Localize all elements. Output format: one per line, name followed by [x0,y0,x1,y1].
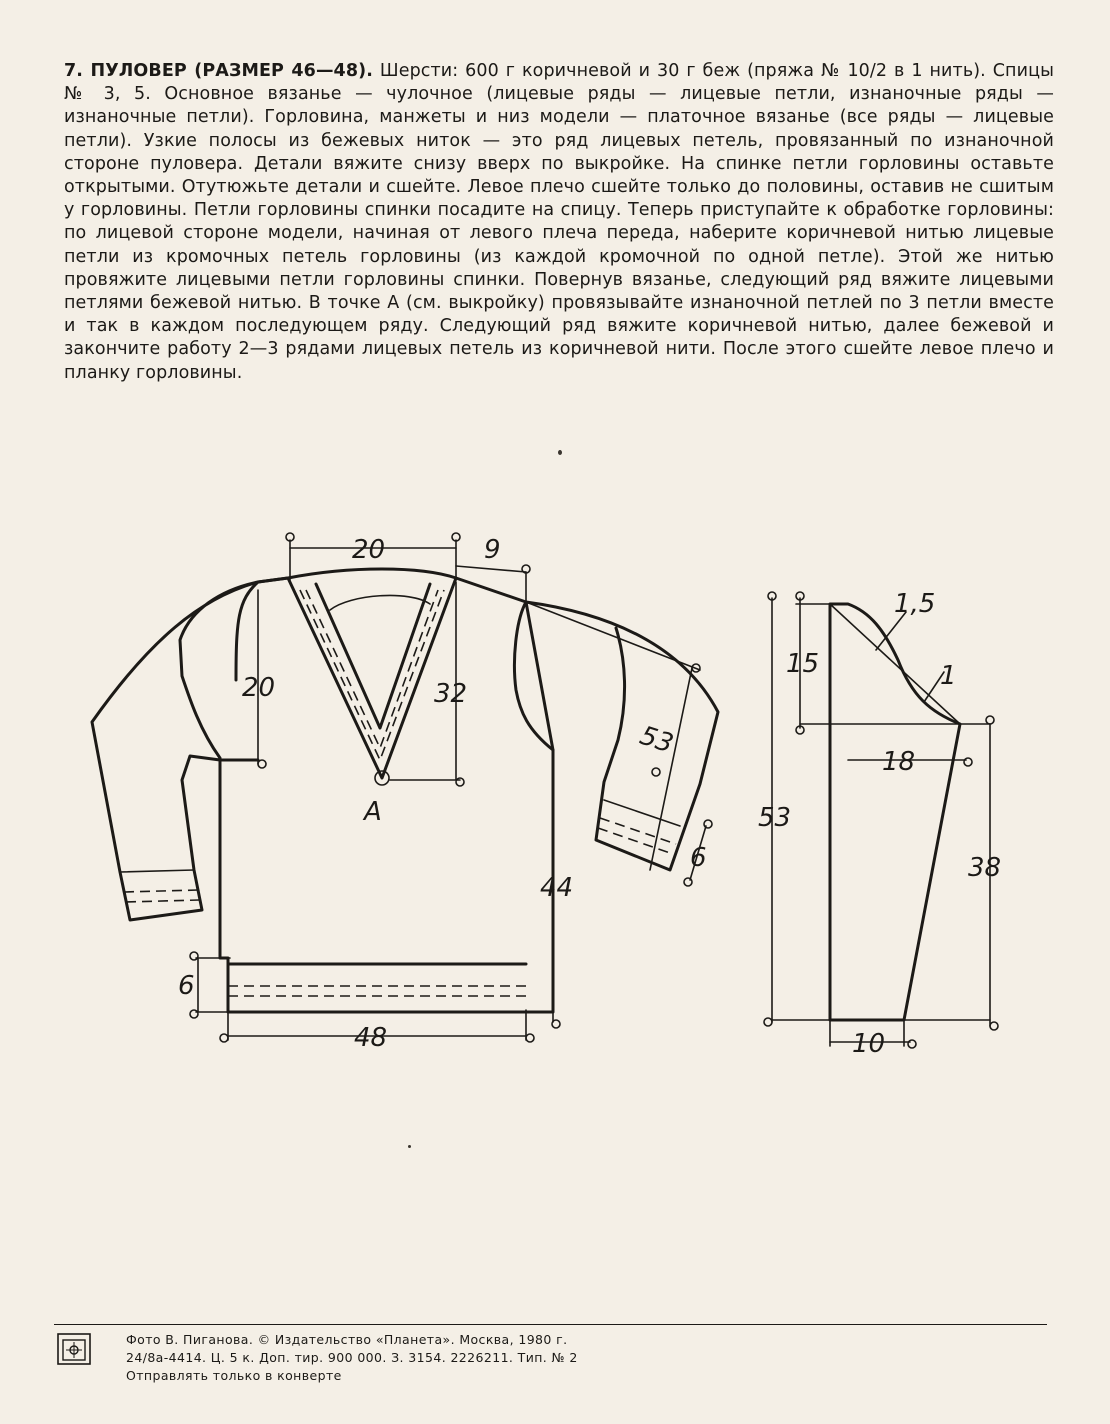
label-sleeve-seam: 38 [968,853,1002,883]
front-shoulder-line [236,578,288,680]
dim-endpoint [526,1034,534,1042]
paper-speck [408,1145,411,1148]
left-cuff-top [120,870,194,872]
collar-stripe [300,590,444,760]
dim-line-cap-top [876,612,906,650]
label-cap-offset-mid: 1 [940,661,957,691]
dim-line-shoulder [456,566,526,572]
right-cuff-stripe [598,828,673,854]
label-body-length: 44 [540,873,574,903]
left-sleeve-outline [92,582,258,920]
sleeve-outline [830,604,960,1020]
label-sleeve-total: 53 [758,803,792,833]
dim-endpoint [704,820,712,828]
article-body: Шерсти: 600 г коричневой и 30 г беж (пряжа № 10/2 в 1 нить). Спицы № 3, 5. Основное вязанье — чулочное (лицевые ряды — лицевые петли, изнаночные ряды — изнаночные петли). Горловина, манжеты и низ модели — платочное вязанье (все ряды — лицевые петли). Узкие полосы из бежевых ниток — это ряд лицевых петель, провязанный по изнаночной стороне пуловера. Детали вяжите снизу вверх по выкройке. На спинке петли горловины оставьте открытыми. Отутюжьте детали и сшейте. Левое плечо сшейте только до половины, оставив не сшитым у горловины. Петли горловины спинки посадите на спицу. Теперь приступайте к обработке горловины: по лицевой стороне модели, начиная от левого плеча переда, наберите коричневой нитью лицевые петли из кромочных петель горловины (из каждой кромочной по одной петле). Этой же нитью провяжите лицевыми петли горловины спинки. Повернув вязанье, следующий ряд вяжите лицевыми петлями бежевой нитью. В точке А (см. выкройку) провязывайте изнаночной петлей по 3 петли вместе и так в каждом последующем ряду. Следующий ряд вяжите коричневой нитью, далее бежевой и закончите работу 2—3 рядами лицевых петель из коричневой нити. После этого сшейте левое плечо и планку горловины. [64,61,1055,383]
collar-stripe [306,590,438,748]
dim-line-cuff [690,826,706,880]
right-sleeve-outline [514,602,718,870]
dim-endpoint [190,1010,198,1018]
left-cuff-stripe [126,900,199,902]
label-sleeve-cuff-width: 10 [852,1029,886,1059]
footer-rule [54,1324,1047,1325]
label-neck-depth: 32 [434,679,468,709]
dim-endpoint [964,758,972,766]
dim-endpoint [522,565,530,573]
dim-line-sleeve [650,668,692,870]
dim-endpoint [986,716,994,724]
dim-endpoint [692,664,700,672]
footer-line-3: Отправлять только в конверте [126,1368,342,1383]
left-cuff-stripe [124,890,198,892]
footer-line-1: Фото В. Пиганова. © Издательство «Планета». Москва, 1980 г. [126,1332,568,1347]
dim-endpoint [796,592,804,600]
dim-endpoint [552,1020,560,1028]
dim-endpoint [220,1034,228,1042]
neckline-back [330,595,430,610]
label-sleeve-half-width: 18 [882,747,916,777]
paper-speck [558,450,562,455]
collar-outer [288,578,456,778]
label-neck-width: 20 [352,535,386,565]
dim-endpoint [286,533,294,541]
dim-endpoint [258,760,266,768]
dim-endpoint [768,592,776,600]
dim-line-sleeve [526,602,700,670]
dim-endpoint [908,1040,916,1048]
label-width: 48 [354,1023,388,1053]
label-sleeve-length: 53 [636,720,677,760]
footer-line-2: 24/8а-4414. Ц. 5 к. Доп. тир. 900 000. З. 3154. 2226211. Тип. № 2 [126,1350,578,1365]
dim-endpoint [796,726,804,734]
label-armhole-depth: 20 [242,673,276,703]
sleeve-pattern [758,589,1001,1059]
dim-endpoint [452,533,460,541]
collar-inner [316,584,430,728]
label-shoulder: 9 [484,535,501,565]
point-a-marker [375,771,389,785]
right-cuff-stripe [600,818,676,844]
dim-endpoint [684,878,692,886]
dim-endpoint [190,952,198,960]
pullover-front-schematic [92,533,718,1053]
right-cuff-top [604,800,680,826]
instructions-paragraph [64,60,1054,385]
label-cap-offset-top: 1,5 [894,589,936,619]
label-cuff: 6 [690,843,707,873]
dim-endpoint [652,768,660,776]
body-outline [220,569,553,1012]
label-point-a: А [364,797,382,827]
dim-endpoint [990,1022,998,1030]
sleeve-cap-chord [830,604,960,724]
dim-endpoint [764,1018,772,1026]
dim-endpoint [456,778,464,786]
article-title: 7. ПУЛОВЕР (РАЗМЕР 46—48). [64,61,373,81]
label-cap-height: 15 [786,649,820,679]
dim-line-cap-mid [924,672,944,702]
publisher-logo-icon [56,1332,92,1366]
footer-imprint [126,1331,826,1385]
label-hem: 6 [178,971,195,1001]
